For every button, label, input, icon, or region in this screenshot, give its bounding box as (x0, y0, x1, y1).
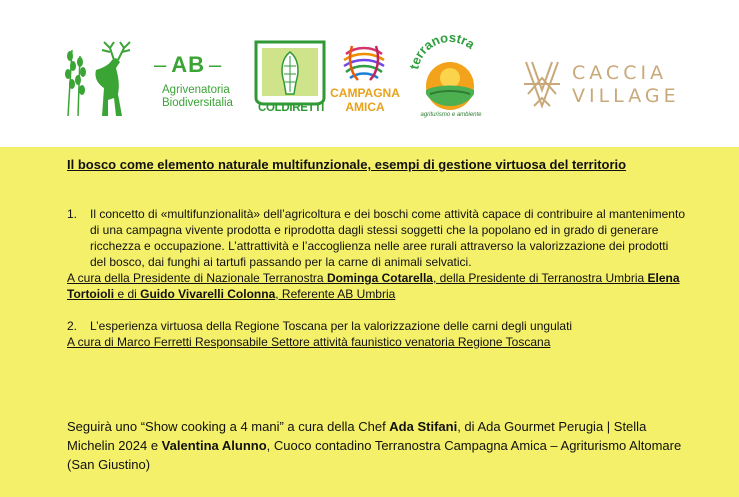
ab-title: – AB – (154, 52, 223, 77)
campagna-amica-label (330, 86, 400, 114)
caccia-line1: CACCIA (572, 62, 668, 84)
campagna-label-line2: AMICA (345, 100, 385, 114)
list-item (67, 206, 687, 270)
caccia-village-wordmark (572, 62, 680, 108)
ab-subtitle-line2: Biodiversitalia (162, 97, 233, 109)
chef-name: Ada Stifani (389, 419, 458, 434)
coldiretti-label: COLDIRETTI (258, 102, 324, 114)
item-curator (67, 270, 687, 302)
ab-logo (58, 38, 233, 118)
deer-wheat-icon (58, 38, 140, 118)
terranostra-label: terranostra (406, 29, 478, 71)
curator-name: Guido Vivarelli Colonna (140, 287, 276, 301)
curator-text: , della Presidente di Terranostra Umbria (432, 271, 648, 285)
section-title: Il bosco come elemento naturale multifunzionale, esempi di gestione virtuosa del territorio (67, 157, 627, 172)
footer-text: Seguirà uno “Show cooking a 4 mani” a cura della Chef (67, 419, 390, 434)
show-cooking-note (67, 417, 687, 474)
caccia-line2: VILLAGE (572, 85, 680, 107)
item-text: Il concetto di «multifunzionalità» dell’agricoltura e dei boschi come attività capace di contribuire al mantenimento di una campagna vivente prodotta e riprodotta dagli stessi soggetti che la popolano ed in grado di generare ricchezza e occupazione. L’attrattività e l’accoglienza nelle aree rurali attraverso la valorizzazione dei prodotti del bosco, dai funghi ai tartufi passando per la carne di animali selvatici. (90, 207, 685, 269)
logo-header (0, 0, 739, 147)
curator-prefix: A cura della Presidente di Nazionale Terranostra (67, 271, 327, 285)
chef-name: Valentina Alunno (161, 438, 267, 453)
ab-subtitle (162, 84, 233, 110)
list-item (67, 318, 687, 334)
curator-name: Dominga Cotarella (326, 271, 433, 285)
curator-name: Elena Tortoioli (67, 271, 680, 301)
item-text: L’esperienza virtuosa della Regione Toscana per la valorizzazione delle carni degli ungulati (90, 319, 573, 333)
footer-text: , di Ada Gourmet Perugia | Stella Michelin 2024 e (67, 419, 647, 453)
item-curator: A cura di Marco Ferretti Responsabile Settore attività faunistico venatoria Regione Toscana (67, 335, 551, 349)
curator-text: e di (114, 287, 141, 301)
curator-text: , Referente AB Umbria (275, 287, 396, 301)
footer-text: , Cuoco contadino Terranostra Campagna Amica – Agriturismo Altomare (San Giustino) (67, 438, 682, 472)
programme-list (67, 206, 687, 350)
antler-monogram-icon (520, 58, 564, 110)
ab-subtitle-line1: Agrivenatoria (162, 84, 230, 96)
terranostra-tagline: agriturismo e ambiente (420, 112, 482, 118)
caccia-village-logo (520, 58, 695, 110)
campagna-label-line1: CAMPAGNA (330, 86, 400, 100)
item-number: 1. (67, 207, 78, 221)
partner-logo-group (248, 28, 496, 128)
item-number: 2. (67, 319, 78, 333)
